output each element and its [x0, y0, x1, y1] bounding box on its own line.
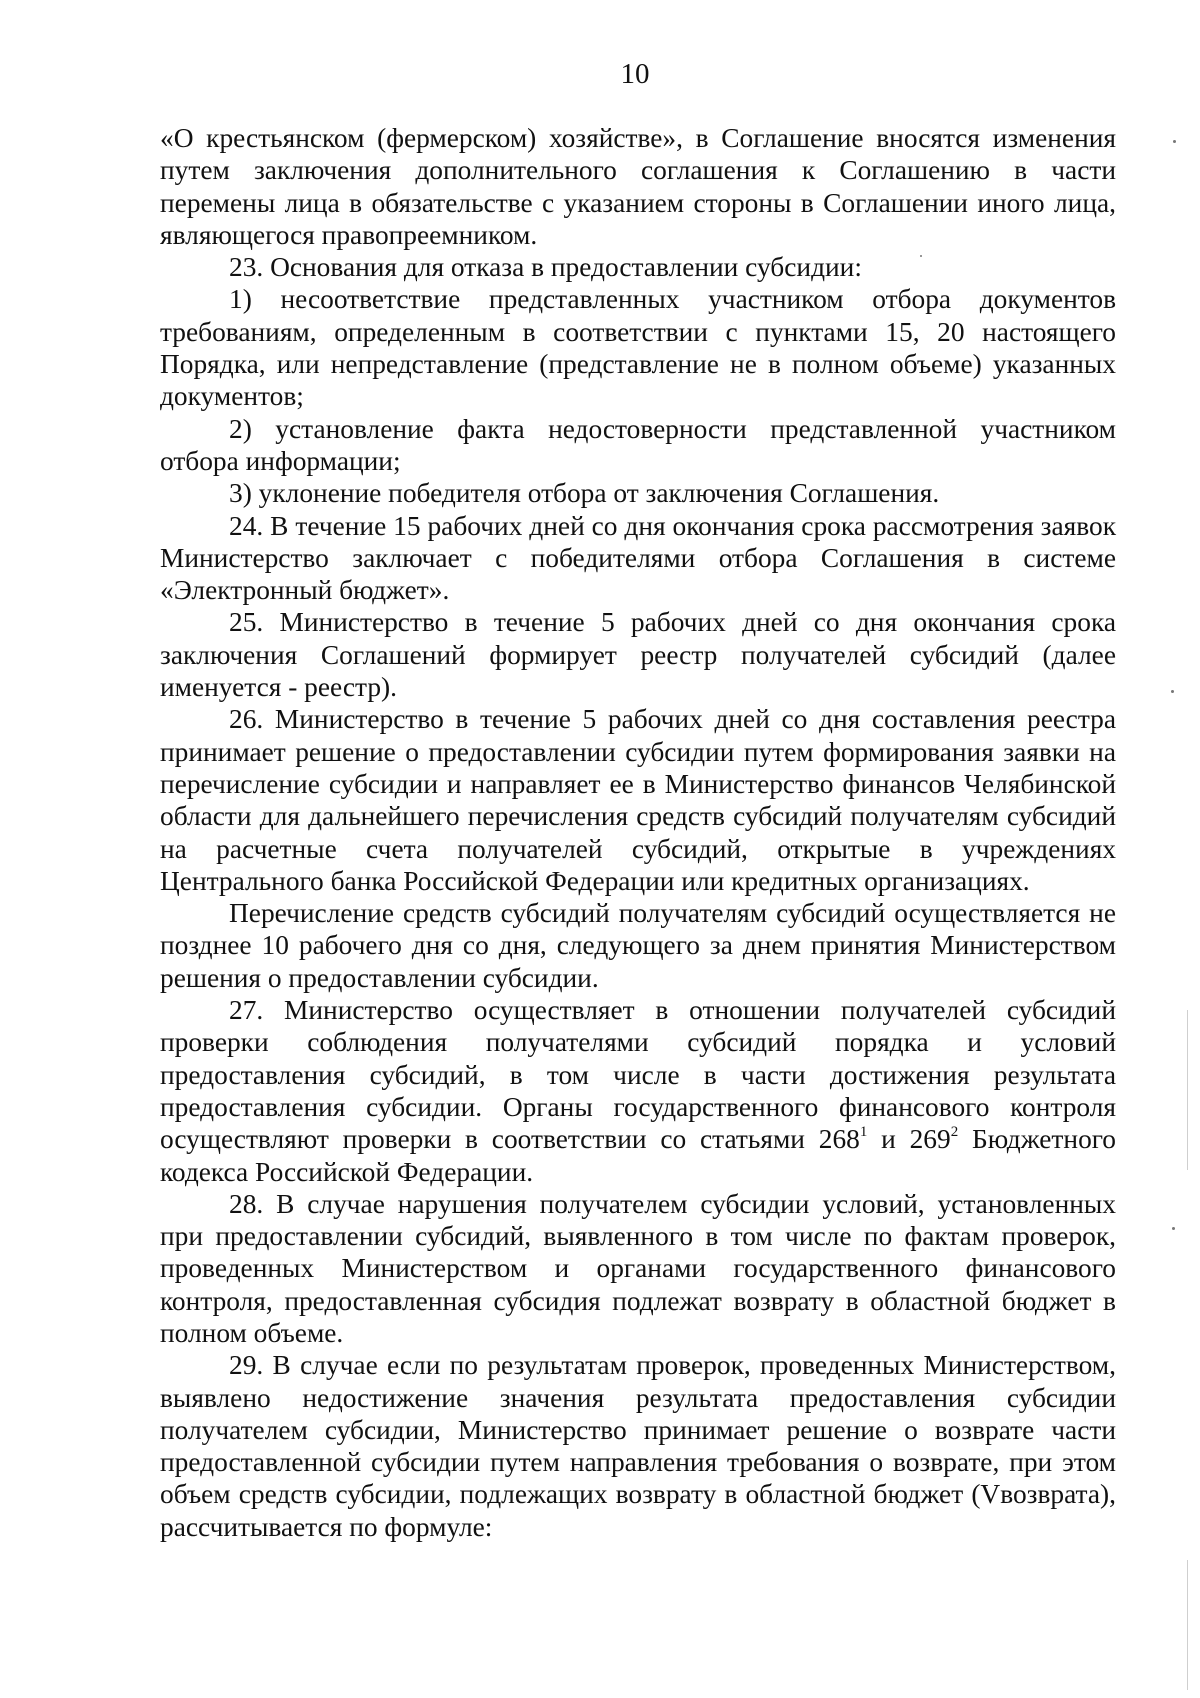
paragraph-continuation: «О крестьянском (фермерском) хозяйстве», в Соглашение вносятся изменения путем заключения дополнительного соглашения к Соглашению в части перемены лица в обязательстве с указанием стороны в Соглашении иного лица, являющегося правопреемником. — [160, 123, 1116, 250]
paragraph-28: 28. В случае нарушения получателем субсидии условий, установленных при предоставлении субсидий, выявленного в том числе по фактам проверок, проведенных Министерством и органами государственного финансового контроля, предоставленная субсидия подлежат возврату в областной бюджет в полном объеме. — [160, 1188, 1116, 1348]
paragraph-27 — [160, 994, 1116, 1188]
paragraph-23-item-2: 2) установление факта недостоверности представленной участником отбора информации; — [160, 413, 1116, 476]
paragraph-23-item-1: 1) несоответствие представленных участником отбора документов требованиям, определенным в соответствии с пунктами 15, 20 настоящего Порядка, или непредставление (представление не в полном объеме) указанных документов; — [160, 284, 1116, 412]
paragraph-23-item-3: 3) уклонение победителя отбора от заключения Соглашения. — [229, 478, 940, 509]
paragraph-27-text-end: Бюджетного кодекса Российской Федерации. — [160, 1124, 1117, 1187]
scan-speck — [1172, 1227, 1175, 1230]
scan-speck — [1171, 690, 1174, 693]
paragraph-26-transfer: Перечисление средств субсидий получателям субсидий осуществляется не позднее 10 рабочего дня со дня, следующего за днем принятия Министерством решения о предоставлении субсидии. — [160, 898, 1116, 993]
scan-edge-mark — [1187, 1560, 1188, 1690]
scan-speck — [920, 255, 922, 257]
paragraph-27-text-start: 27. Министерство осуществляет в отношении получателей субсидий проверки соблюдения получателями субсидий порядка и условий предоставления субсидий, в том числе в части достижения результата предоставления субсидии. Органы государственного финансового контроля осуществляют проверки в соответствии со статьями 268 — [160, 995, 1116, 1155]
paragraph-24: 24. В течение 15 рабочих дней со дня окончания срока рассмотрения заявок Министерство заключает с победителями отбора Соглашения в системе «Электронный бюджет». — [160, 510, 1116, 606]
paragraph-26: 26. Министерство в течение 5 рабочих дней со дня составления реестра принимает решение о предоставлении субсидии путем формирования заявки на перечисление субсидии и направляет ее в Министерство финансов Челябинской области для дальнейшего перечисления средств субсидий получателям субсидий на расчетные счета получателей субсидий, открытые в учреждениях Центрального банка Российской Федерации или кредитных организациях. — [160, 704, 1116, 896]
paragraph-27-text-middle: и 269 — [867, 1124, 951, 1155]
paragraph-29: 29. В случае если по результатам проверок, проведенных Министерством, выявлено недостижение значения результата предоставления субсидии получателем субсидии, Министерство принимает решение о возврате части предоставленной субсидии путем направления требования о возврате, при этом объем средств субсидии, подлежащих возврату в областной бюджет (Vвозврата), рассчитывается по формуле: — [160, 1350, 1116, 1542]
scan-edge-mark — [1187, 1010, 1188, 1170]
article-superscript-2: 2 — [950, 1124, 959, 1141]
paragraph-25: 25. Министерство в течение 5 рабочих дней со дня окончания срока заключения Соглашений формирует реестр получателей субсидий (далее именуется - реестр). — [160, 607, 1116, 703]
page-number: 10 — [620, 58, 650, 90]
paragraph-23-heading: 23. Основания для отказа в предоставлении субсидии: — [229, 252, 862, 283]
document-body — [160, 122, 1116, 1543]
article-superscript-1: 1 — [859, 1124, 868, 1141]
scan-speck — [1173, 140, 1176, 143]
